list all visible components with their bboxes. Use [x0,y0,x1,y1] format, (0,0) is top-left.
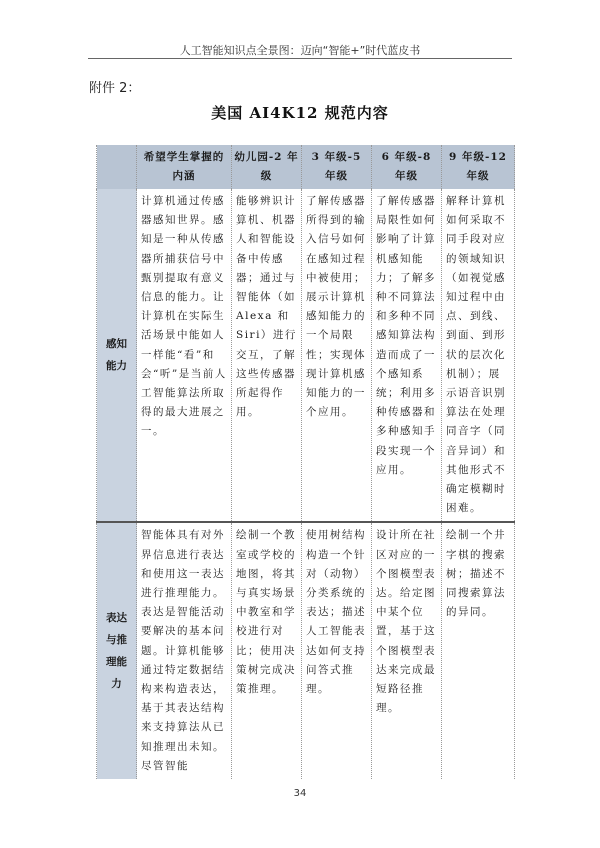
annex-label: 附件 2： [89,81,141,96]
table-cell: 绘制一个教室或学校的地图，将其与真实场景中教室和学校进行对比；使用决策树完成决策推理。 [232,522,302,779]
table-row [97,189,515,522]
ai4k12-spec-table [96,145,515,779]
table-row [97,522,515,779]
table-header-row [97,145,515,189]
column-header-intent: 希望学生掌握的内涵 [137,145,232,189]
table-cell: 设计所在社区对应的一个图模型表达。给定图中某个位置，基于这个图模型表达来完成最短路径推理。 [372,522,442,779]
table-cell: 能够辨识计算机、机器人和智能设备中传感器；通过与智能体（如 Alexa 和 Siri）进行交互，了解这些传感器所起得作用。 [232,189,302,522]
header-divider [88,58,512,59]
row-category-representation-reasoning: 表达与推理能力 [97,522,137,779]
table-cell: 解释计算机如何采取不同手段对应的领域知识（如视觉感知过程中由点、到线、到面、到形状的层次化机制）；展示语音识别算法在处理同音字（同音异词）和其他形式不确定模糊时困难。 [442,189,515,522]
column-header-9-12: 9 年级-12 年级 [442,145,515,189]
table-cell: 了解传感器所得到的输入信号如何在感知过程中被使用；展示计算机感知能力的一个局限性；实现体现计算机感知能力的一个应用。 [302,189,372,522]
column-header-category [97,145,137,189]
table-cell: 了解传感器局限性如何影响了计算机感知能力；了解多种不同算法和多种不同感知算法构造而成了一个感知系统；利用多种传感器和多种感知手段实现一个应用。 [372,189,442,522]
table-cell: 使用树结构构造一个针对（动物）分类系统的表达；描述人工智能表达如何支持问答式推理。 [302,522,372,779]
page-number: 34 [293,788,307,799]
running-header: 人工智能知识点全景图：迈向“智能+”时代蓝皮书 [179,44,421,57]
column-header-3-5: 3 年级-5 年级 [302,145,372,189]
row-category-perception: 感知能力 [97,189,137,522]
column-header-k-2: 幼儿园-2 年级 [232,145,302,189]
column-header-6-8: 6 年级-8 年级 [372,145,442,189]
table-cell: 绘制一个井字棋的搜索树；描述不同搜索算法的异同。 [442,522,515,779]
document-title: 美国 AI4K12 规范内容 [211,104,389,122]
table-cell: 计算机通过传感器感知世界。感知是一种从传感器所捕获信号中甄别提取有意义信息的能力。让计算机在实际生活场景中能如人一样能“看”和会“听”是当前人工智能算法所取得的最大进展之一。 [137,189,232,522]
table-cell: 智能体具有对外界信息进行表达和使用这一表达进行推理能力。表达是智能活动要解决的基本问题。计算机能够通过特定数据结构来构造表达，基于其表达结构来支持算法从已知推理出未知。尽管智能 [137,522,232,779]
